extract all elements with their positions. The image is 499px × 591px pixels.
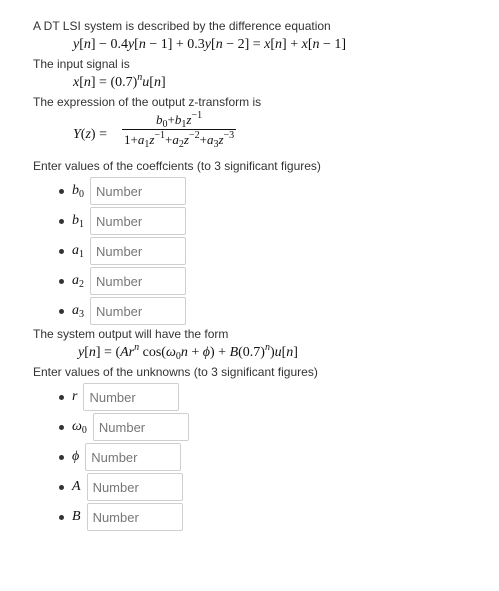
question-body bbox=[33, 18, 493, 532]
bullet-icon bbox=[59, 425, 64, 430]
unknowns-instruction: Enter values of the unknowns (to 3 significant figures) bbox=[33, 365, 318, 379]
a3-input[interactable] bbox=[90, 297, 186, 325]
list-item-a2 bbox=[59, 266, 493, 296]
variable-label: ϕ bbox=[72, 449, 80, 464]
bullet-icon bbox=[59, 455, 64, 460]
z-transform-denominator: $1+a_1z^{-1}+a_2z^{-2}+a_3z^{-3}$ bbox=[124, 130, 235, 150]
r-input[interactable] bbox=[83, 383, 179, 411]
variable-label: $\omega_0$ bbox=[72, 419, 87, 436]
variable-label: A bbox=[72, 479, 81, 494]
bullet-icon bbox=[59, 189, 64, 194]
list-item-r bbox=[59, 382, 493, 412]
input-signal-equation: $x[n] = (0.7)^nu[n]$ bbox=[73, 72, 166, 90]
bullet-icon bbox=[59, 309, 64, 314]
bullet-icon bbox=[59, 485, 64, 490]
variable-label: $a_3$ bbox=[72, 303, 84, 320]
list-item-omega0 bbox=[59, 412, 493, 442]
b1-input[interactable] bbox=[90, 207, 186, 235]
variable-label: $a_1$ bbox=[72, 243, 84, 260]
omega0-input[interactable] bbox=[93, 413, 189, 441]
list-item-a3 bbox=[59, 296, 493, 326]
unknowns-list bbox=[33, 382, 493, 532]
bullet-icon bbox=[59, 515, 64, 520]
list-item-b0 bbox=[59, 176, 493, 206]
z-transform-numerator: $b_0+b_1z^{-1}$ bbox=[122, 112, 236, 130]
difference-equation: y[n] − 0.4y[n − 1] + 0.3y[n − 2] = x[n] + x[n − 1] bbox=[73, 37, 347, 52]
z-transform-equation: Y(z) = $\frac{b_0+b_1z^{-1}}{1+a_1z^{-1}+a_2z^{-2}+a_3z^{-3}}$ bbox=[73, 110, 235, 150]
a1-input[interactable] bbox=[90, 237, 186, 265]
list-item-a1 bbox=[59, 236, 493, 266]
list-item-phi bbox=[59, 442, 493, 472]
list-item-A bbox=[59, 472, 493, 502]
A-input[interactable] bbox=[87, 473, 183, 501]
variable-label: r bbox=[72, 389, 78, 404]
list-item-B bbox=[59, 502, 493, 532]
b0-input[interactable] bbox=[90, 177, 186, 205]
list-item-b1 bbox=[59, 206, 493, 236]
output-label: The expression of the output z-transform is bbox=[33, 95, 262, 109]
output-form-equation: $y[n] = (Ar^n$ $\cos(\omega_0n + \phi) + B(0.7)^n)u[n]$ bbox=[78, 342, 298, 362]
variable-label: $b_0$ bbox=[72, 183, 84, 200]
bullet-icon bbox=[59, 219, 64, 224]
variable-label: B bbox=[72, 509, 81, 524]
bullet-icon bbox=[59, 249, 64, 254]
phi-input[interactable] bbox=[85, 443, 181, 471]
input-label: The input signal is bbox=[33, 57, 130, 71]
variable-label: $b_1$ bbox=[72, 213, 84, 230]
variable-label: $a_2$ bbox=[72, 273, 84, 290]
bullet-icon bbox=[59, 395, 64, 400]
form-label: The system output will have the form bbox=[33, 327, 229, 341]
coefficients-list bbox=[33, 176, 493, 326]
coefficients-instruction: Enter values of the coeffcients (to 3 significant figures) bbox=[33, 159, 321, 173]
intro-text: A DT LSI system is described by the difference equation bbox=[33, 19, 331, 33]
B-input[interactable] bbox=[87, 503, 183, 531]
a2-input[interactable] bbox=[90, 267, 186, 295]
bullet-icon bbox=[59, 279, 64, 284]
